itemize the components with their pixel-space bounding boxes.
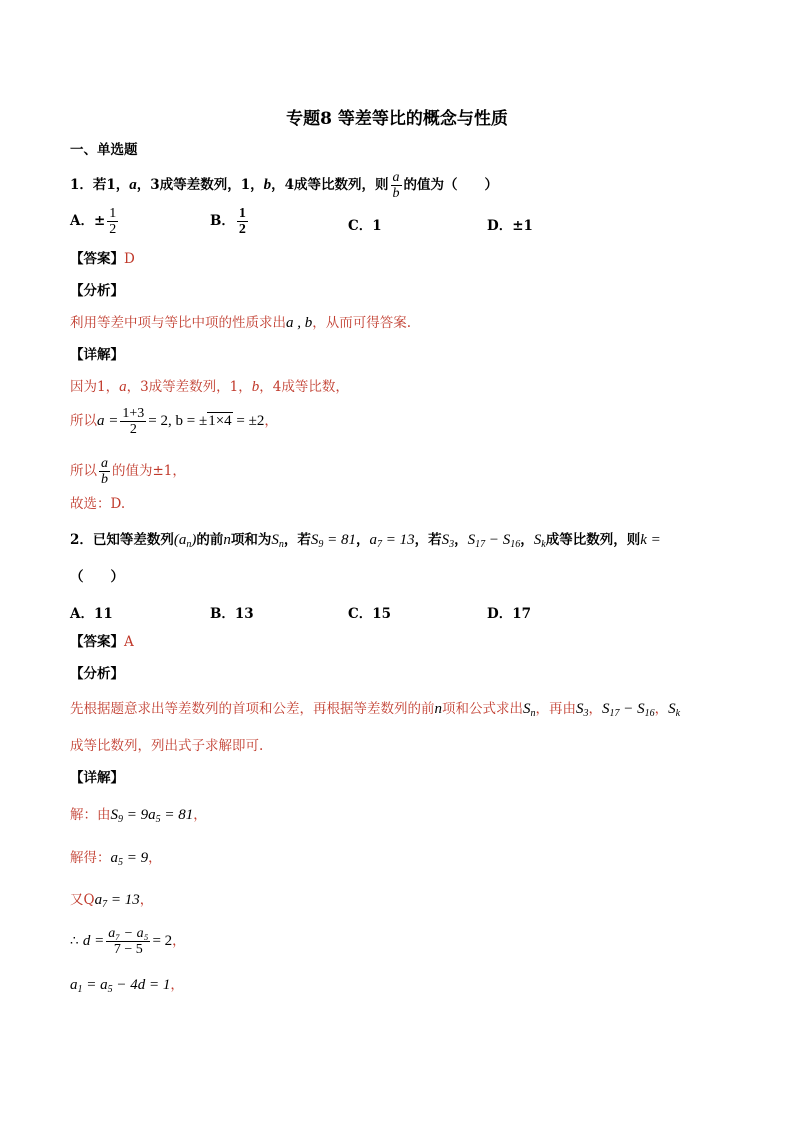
q2-option-c: C．15 [348, 606, 392, 622]
q2-detail-line-2: 解得：$a_5 = 9$， [70, 850, 162, 868]
q2-option-b: B．13 [210, 606, 254, 622]
q2-detail-line-5: $a_1 = a_5 - 4d = 1$， [70, 977, 184, 995]
q2-option-d: D．17 [487, 606, 531, 622]
q2-answer-parens: （ ） [70, 569, 124, 585]
q2-answer: 【答案】A [70, 634, 134, 650]
q2-option-a: A．11 [70, 606, 113, 622]
q1-detail-line-3: 所以 $\frac{a}{b}$ 的值为±1， [70, 456, 186, 487]
q2-detail-line-4: ∴ d = $\frac{\text{a₇ − a₅}}{7 - 5}$ = 2， [70, 926, 186, 957]
q1-stem: 1．若1，a，3成等差数列，1，b，4成等比数列，则 $\frac{a}{b}$ 的值为（ ） [70, 170, 498, 201]
q1-analysis-tag: 【分析】 [70, 283, 124, 299]
q1-detail-line-2: 所以a = $\frac{1+3}{2}$ = 2, b = ±1×4 = ±2， [70, 406, 278, 437]
q1-detail-tag: 【详解】 [70, 347, 124, 363]
q2-analysis-line-2: 成等比数列，列出式子求解即可. [70, 738, 264, 754]
q1-option-a: A．± $\frac{1}{2}$ [70, 206, 117, 237]
q2-detail-tag: 【详解】 [70, 770, 124, 786]
section-heading: 一、单选题 [70, 142, 138, 158]
q1-option-d: D．±1 [487, 218, 533, 234]
q2-stem: 2．已知等差数列$(a_n)$的前n项和为$S_n$，若$S_9 = 81$，$a_7 = 13$，若$S_3$，$S_{17} - S_{16}$，$S_k$成等比数列，则k = [70, 532, 661, 550]
q1-option-b: B． $\frac{1}{2}$ [210, 206, 246, 237]
page-title: 专题8 等差等比的概念与性质 [286, 109, 508, 129]
q1-fraction: $\frac{a}{b}$ [392, 170, 400, 201]
q1-analysis-text: 利用等差中项与等比中项的性质求出a , b，从而可得答案. [70, 315, 412, 331]
q1-detail-line-1: 因为1，a，3成等差数列，1，b，4成等比数， [70, 379, 349, 395]
q2-detail-line-3: 又$Qa_7 = 13$， [70, 892, 154, 910]
q2-detail-line-1: 解：由$S_9 = 9a_5 = 81$， [70, 807, 207, 825]
q1-option-c: C．1 [348, 218, 382, 234]
q2-analysis-line-1: 先根据题意求出等差数列的首项和公差，再根据等差数列的前n项和公式求出$S_n$，再由$S_3$，$S_{17} - S_{16}$，$S_k$ [70, 701, 681, 719]
q1-answer: 【答案】D [70, 251, 135, 267]
q2-analysis-tag: 【分析】 [70, 666, 124, 682]
q1-detail-line-4: 故选：D. [70, 496, 126, 512]
